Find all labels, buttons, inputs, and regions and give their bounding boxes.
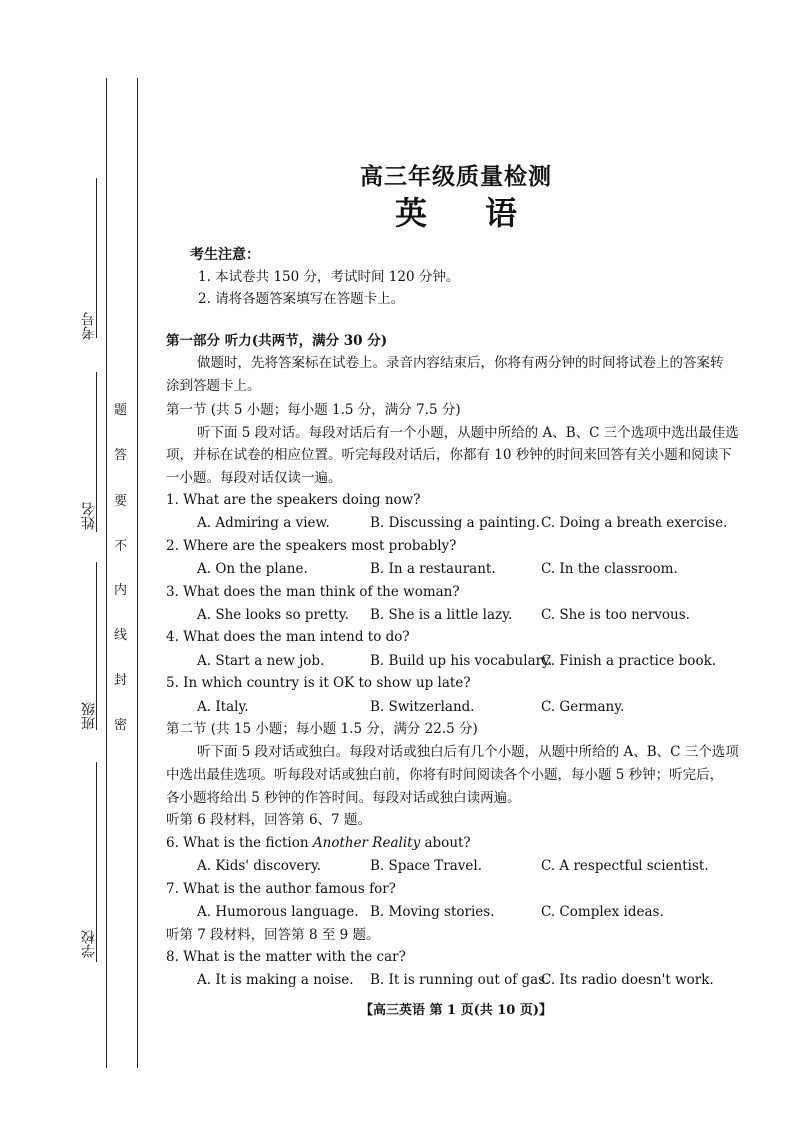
seal-char: 内 (114, 583, 128, 598)
school-label: 学校 (81, 930, 97, 958)
option-c: C. Germany. (541, 699, 625, 715)
exam-number-label: 考号 (81, 312, 97, 340)
seal-char: 线 (114, 628, 128, 643)
option-b: B. It is running out of gas. (370, 972, 550, 988)
question-stem: 2. Where are the speakers most probably? (166, 538, 457, 554)
notice-item: 2. 请将各题答案填写在答题卡上。 (198, 291, 405, 307)
question-stem: 8. What is the matter with the car? (166, 949, 406, 965)
option-a: A. Start a new job. (197, 653, 325, 669)
question-stem-text: about? (420, 835, 471, 851)
seal-char: 题 (114, 403, 128, 418)
option-c: C. Finish a practice book. (541, 653, 717, 669)
material-7-instruction: 听第 7 段材料，回答第 8 至 9 题。 (166, 927, 380, 943)
notice-item: 1. 本试卷共 150 分，考试时间 120 分钟。 (198, 269, 460, 285)
section2-title: 第二节 (共 15 小题；每小题 1.5 分，满分 22.5 分) (166, 721, 478, 737)
option-a: A. Italy. (197, 699, 249, 715)
seal-char: 密 (114, 718, 128, 733)
part1-intro: 涂到答题卡上。 (166, 378, 261, 394)
section1-title: 第一节 (共 5 小题；每小题 1.5 分，满分 7.5 分) (166, 402, 461, 418)
notice-heading: 考生注意： (190, 247, 260, 263)
option-b: B. In a restaurant. (370, 561, 496, 577)
name-label: 姓名 (81, 502, 97, 530)
option-b: B. Switzerland. (370, 699, 475, 715)
question-stem: 7. What is the author famous for? (166, 881, 396, 897)
option-b: B. Moving stories. (370, 904, 495, 920)
exam-title: 高三年级质量检测 (360, 163, 552, 190)
subject-title (0, 188, 800, 234)
option-b: B. Discussing a painting. (370, 515, 541, 531)
question-stem (166, 834, 471, 852)
option-c: C. She is too nervous. (541, 607, 690, 623)
section2-intro: 中选出最佳选项。听每段对话或独白前，你将有时间阅读各个小题，每小题 5 秒钟；听完后， (166, 767, 724, 783)
section1-intro: 一小题。每段对话仅读一遍。 (166, 470, 342, 486)
section2-intro: 各小题将给出 5 秒钟的作答时间。每段对话或独白读两遍。 (166, 790, 521, 806)
option-a: A. Admiring a view. (197, 515, 330, 531)
school-blank (96, 762, 97, 962)
question-stem: 5. In which country is it OK to show up late? (166, 675, 471, 691)
seal-char: 不 (114, 539, 128, 554)
section1-intro: 项，并标在试卷的相应位置。听完每段对话后，你都有 10 秒钟的时间来回答有关小题和阅读下 (166, 447, 732, 463)
part1-title: 第一部分 听力(共两节，满分 30 分) (166, 333, 388, 349)
subject-char-1: 英 (394, 194, 427, 232)
part1-intro: 做题时，先将答案标在试卷上。录音内容结束后，你将有两分钟的时间将试卷上的答案转 (197, 355, 724, 371)
seal-char: 要 (114, 494, 128, 509)
name-blank (96, 372, 97, 532)
option-c: C. In the classroom. (541, 561, 678, 577)
option-a: A. It is making a noise. (197, 972, 354, 988)
option-a: A. Humorous language. (197, 904, 359, 920)
book-title: Another Reality (312, 835, 421, 851)
question-stem: 1. What are the speakers doing now? (166, 492, 421, 508)
class-label: 班级 (81, 702, 97, 730)
option-c: C. Its radio doesn't work. (541, 972, 714, 988)
question-stem-text: 6. What is the fiction (166, 835, 313, 851)
option-b: B. Space Travel. (370, 858, 483, 874)
class-blank (96, 562, 97, 730)
option-c: C. Doing a breath exercise. (541, 515, 728, 531)
option-a: A. On the plane. (197, 561, 308, 577)
option-a: A. Kids' discovery. (197, 858, 322, 874)
subject-char-2: 语 (485, 194, 518, 232)
material-6-instruction: 听第 6 段材料，回答第 6、7 题。 (166, 812, 371, 828)
seal-char: 封 (114, 673, 128, 688)
seal-char: 答 (114, 448, 128, 463)
section2-intro: 听下面 5 段对话或独白。每段对话或独白后有几个小题，从题中所给的 A、B、C 三个选项 (197, 744, 739, 760)
section1-intro: 听下面 5 段对话。每段对话后有一个小题，从题中所给的 A、B、C 三个选项中选出最佳选 (197, 425, 739, 441)
option-c: C. A respectful scientist. (541, 858, 709, 874)
option-a: A. She looks so pretty. (197, 607, 349, 623)
option-b: B. She is a little lazy. (370, 607, 513, 623)
question-stem: 4. What does the man intend to do? (166, 629, 410, 645)
option-c: C. Complex ideas. (541, 904, 664, 920)
option-b: B. Build up his vocabulary. (370, 653, 553, 669)
page-footer: 【高三英语 第 1 页(共 10 页)】 (359, 1003, 553, 1018)
question-stem: 3. What does the man think of the woman? (166, 584, 460, 600)
